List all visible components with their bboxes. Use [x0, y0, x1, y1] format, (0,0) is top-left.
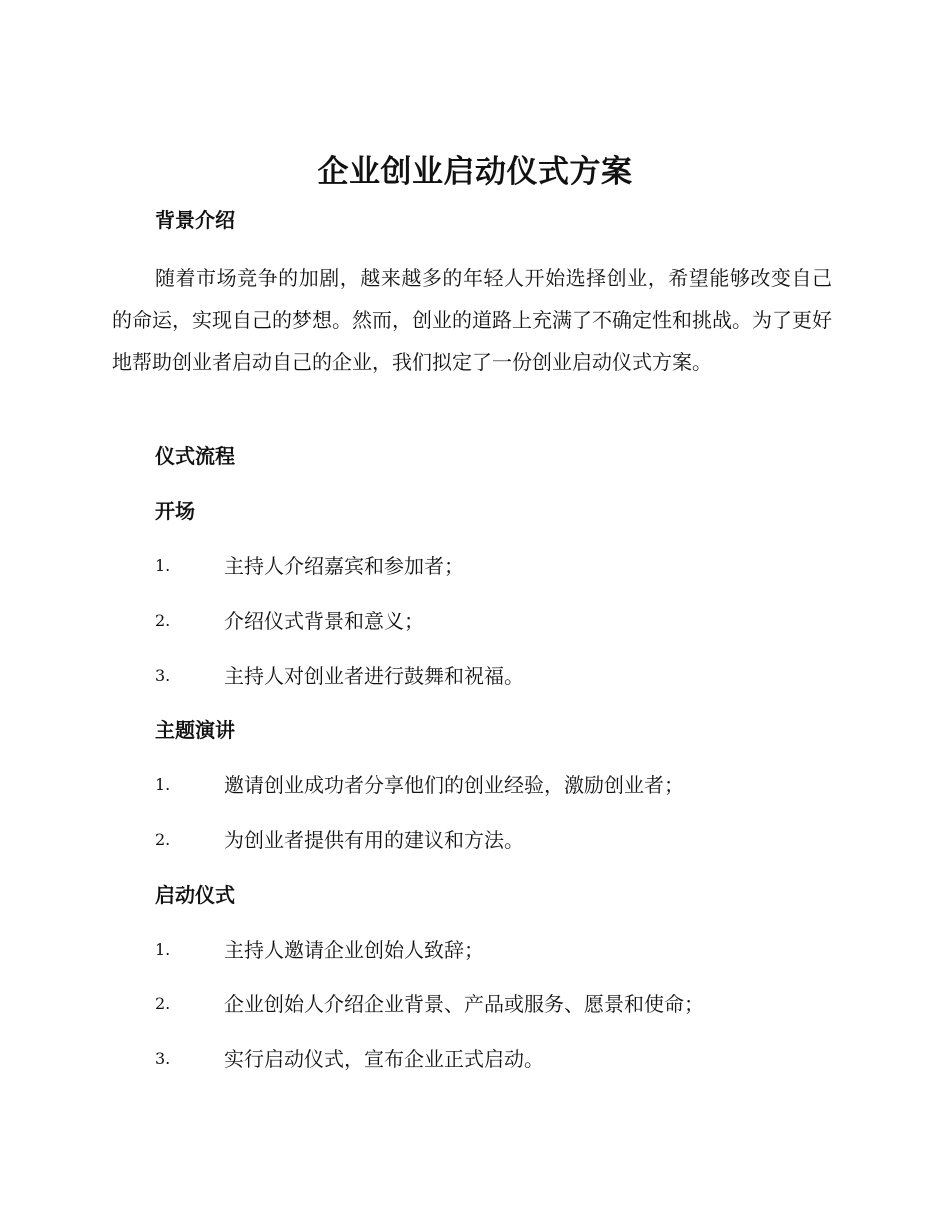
- background-paragraph: 随着市场竞争的加剧，越来越多的年轻人开始选择创业，希望能够改变自己的命运，实现自己的梦想。然而，创业的道路上充满了不确定性和挑战。为了更好地帮助创业者启动自己的企业，我们拟定了一份创业启动仪式方案。: [112, 266, 832, 374]
- list-item: [155, 988, 855, 1020]
- section-heading-speech: 主题演讲: [155, 718, 235, 742]
- list-item: [155, 769, 855, 801]
- section-heading-launch: 启动仪式: [155, 883, 235, 907]
- list-text: 主持人介绍嘉宾和参加者；: [224, 554, 464, 578]
- list-text: 企业创始人介绍企业背景、产品或服务、愿景和使命；: [224, 992, 704, 1016]
- list-item: [155, 1043, 855, 1075]
- list-text: 主持人邀请企业创始人致辞；: [224, 938, 484, 962]
- list-number: 2.: [155, 611, 171, 630]
- list-item: [155, 605, 855, 637]
- list-number: 1.: [155, 556, 171, 575]
- list-item: [155, 934, 855, 966]
- list-item: [155, 824, 855, 856]
- document-title: 企业创业启动仪式方案: [317, 154, 633, 190]
- list-text: 主持人对创业者进行鼓舞和祝福。: [224, 664, 524, 688]
- list-text: 为创业者提供有用的建议和方法。: [224, 828, 524, 852]
- list-text: 邀请创业成功者分享他们的创业经验，激励创业者；: [224, 773, 684, 797]
- list-number: 2.: [155, 830, 171, 849]
- list-number: 3.: [155, 1049, 171, 1068]
- list-number: 3.: [155, 666, 171, 685]
- section-heading-background: 背景介绍: [155, 208, 235, 232]
- list-number: 1.: [155, 940, 171, 959]
- section-heading-opening: 开场: [155, 499, 195, 523]
- list-item: [155, 550, 855, 582]
- list-number: 1.: [155, 775, 171, 794]
- list-text: 介绍仪式背景和意义；: [224, 609, 424, 633]
- list-item: [155, 660, 855, 692]
- list-text: 实行启动仪式，宣布企业正式启动。: [224, 1047, 544, 1071]
- section-heading-process: 仪式流程: [155, 444, 235, 468]
- list-number: 2.: [155, 994, 171, 1013]
